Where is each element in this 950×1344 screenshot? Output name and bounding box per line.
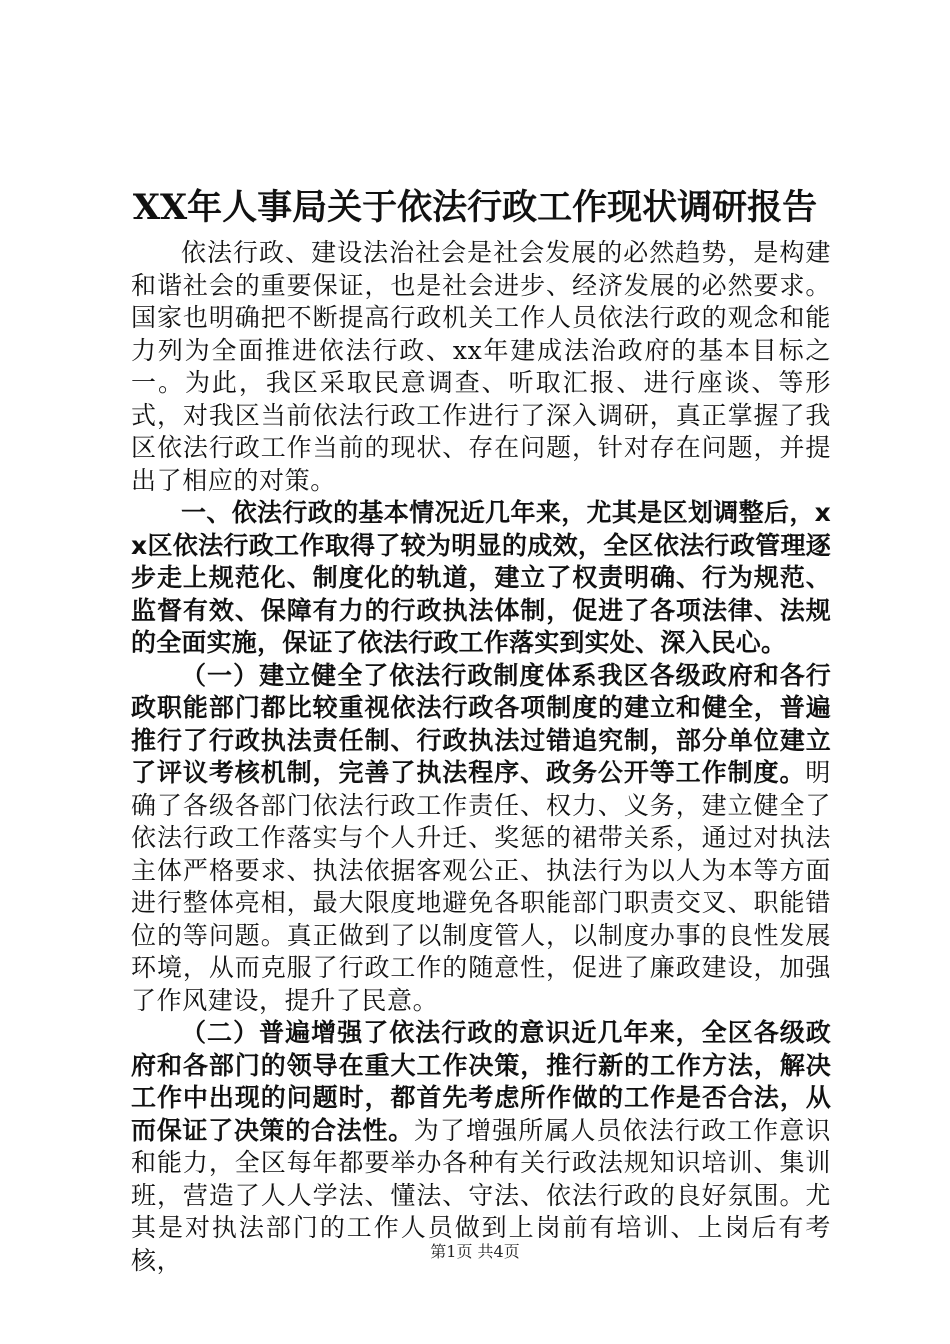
subsection-one-paragraph <box>131 660 831 1018</box>
document-body <box>131 237 831 1277</box>
subsection-two-heading-text: （二）普遍增强了依法行政的意识近几年来，全区各级政府和各部门的领导在重大工作决策，推行新的工作方法，解决工作中出现的问题时，都首先考虑所作做的工作是否合法，从而保证了决策的合法性。 <box>131 1018 831 1145</box>
subsection-two-paragraph <box>131 1017 831 1277</box>
section-one-paragraph: 一、依法行政的基本情况近几年来，尤其是区划调整后，xx区依法行政工作取得了较为明显的成效，全区依法行政管理逐步走上规范化、制度化的轨道，建立了权责明确、行为规范、监督有效、保障有力的行政执法体制，促进了各项法律、法规的全面实施，保证了依法行政工作落实到实处、深入民心。 <box>131 498 831 657</box>
page-footer: 第1页 共4页 <box>430 1242 520 1261</box>
subsection-one-heading-text: （一）建立健全了依法行政制度体系我区各级政府和各行政职能部门都比较重视依法行政各项制度的建立和健全，普遍推行了行政执法责任制、行政执法过错追究制，部分单位建立了评议考核机制，完善了执法程序、政务公开等工作制度。 <box>131 660 831 787</box>
subsection-one-body-text: 明确了各级各部门依法行政工作责任、权力、义务，建立健全了依法行政工作落实与个人升迁、奖惩的裙带关系，通过对执法主体严格要求、执法依据客观公正、执法行为以人为本等方面进行整体亮相，最大限度地避免各职能部门职责交叉、职能错位的等问题。真正做到了以制度管人，以制度办事的良性发展环境，从而克服了行政工作的随意性，促进了廉政建设，加强了作风建设，提升了民意。 <box>131 758 831 1015</box>
subsection-two-body-text: 为了增强所属人员依法行政工作意识和能力，全区每年都要举办各种有关行政法规知识培训、集训班，营造了人人学法、懂法、守法、依法行政的良好氛围。尤其是对执法部门的工作人员做到上岗前有培训、上岗后有考核， <box>131 1115 831 1275</box>
intro-paragraph: 依法行政、建设法治社会是社会发展的必然趋势，是构建和谐社会的重要保证，也是社会进步、经济发展的必然要求。国家也明确把不断提高行政机关工作人员依法行政的观念和能力列为全面推进依法行政、xx年建成法治政府的基本目标之一。为此，我区采取民意调查、听取汇报、进行座谈、等形式，对我区当前依法行政工作进行了深入调研，真正掌握了我区依法行政工作当前的现状、存在问题，针对存在问题，并提出了相应的对策。 <box>131 238 831 495</box>
document-title: XX年人事局关于依法行政工作现状调研报告 <box>132 187 818 228</box>
